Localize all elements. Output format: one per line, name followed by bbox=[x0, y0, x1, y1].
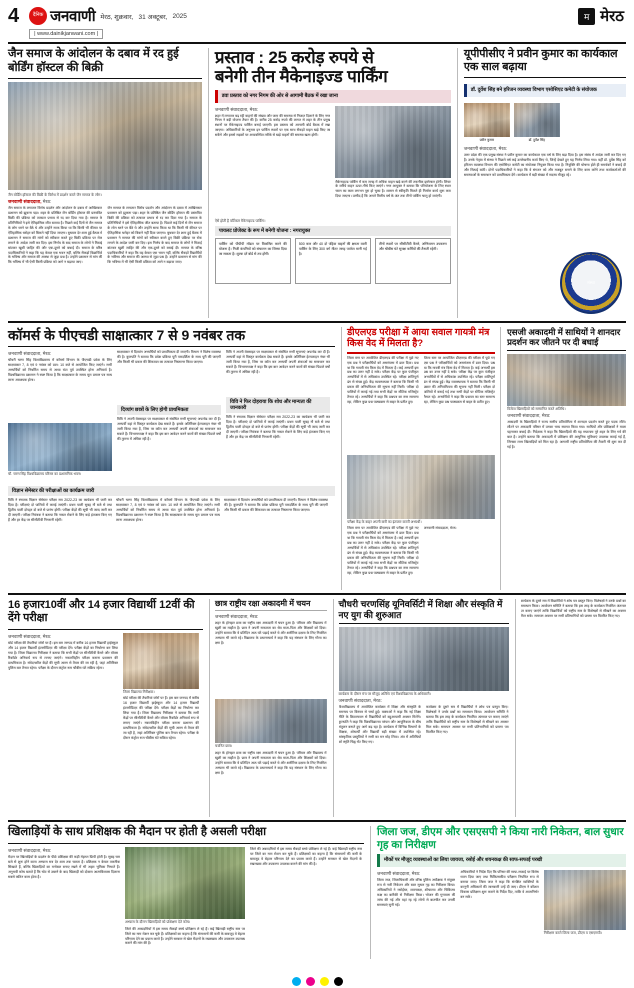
cmyk-registration-strip bbox=[0, 974, 634, 988]
section-second bbox=[8, 327, 626, 590]
note-parking-right: तीनों स्थलों पर सीसीटीवी कैमरे, अग्निशमन उपकरण और चौबीस घंटे सुरक्षा कर्मियों की तैनाती रहेगी। bbox=[375, 238, 451, 284]
article-inspection bbox=[370, 826, 626, 959]
photo-dios-officer bbox=[123, 633, 199, 689]
photo-ccsu-dais bbox=[339, 627, 509, 691]
photo-jain-protest bbox=[8, 82, 202, 190]
caption-inspection: निरीक्षण करते जिला जज, डीएम व एसएसपी। bbox=[543, 931, 602, 936]
body-ccsu-2: कार्यक्रम के दूसरे सत्र में विद्यार्थियों ने शोध पत्र प्रस्तुत किए। विशेषज्ञों ने उनके प्रश्नों का समाधान किया। आयोजन समिति ने बताया कि इस तरह के कार्यक्रम नियमित अंतराल पर कराए जाएंगे ताकि विद्यार्थियों को राष्ट्रीय स्तर के विशेषज्ञों से सीखने का अवसर मिल सके। समापन अवसर पर सभी प्रतिभागियों को प्रमाण पत्र वितरित किए गए। bbox=[426, 705, 509, 734]
photo-academy-winners bbox=[507, 354, 626, 406]
body-jain-col1: जैन समाज के लगातार विरोध प्रदर्शन और आंदोलन के दबाव में आखिरकार प्रशासन को झुकना पड़ा। शहर के प्रतिष्ठित जैन बोर्डिंग हॉस्टल की प्रस्तावित बिक्री की प्रक्रिया को तत्काल प्रभाव से रद कर दिया गया है। समाज के प्रतिनिधियों ने इसे ऐतिहासिक जीत बताया है। पिछले कई दिनों से जैन समाज के लोग धरने पर बैठे थे और उन्होंने साफ किया था कि किसी भी कीमत पर ऐतिहासिक धरोहर को बिकने नहीं दिया जाएगा। बुधवार देर शाम हुई बैठक में प्रशासन ने समाज की मांगों को स्वीकार करते हुए बिक्री प्रक्रिया पर रोक लगाने के आदेश जारी कर दिए। इस निर्णय के बाद समाज के लोगों ने मिठाई बांटकर खुशी जाहिर की और एक-दूसरे को बधाई दी। समाज के वरिष्ठ पदाधिकारियों ने कहा कि यह केवल एक भवन नहीं, बल्कि सैकड़ों विद्यार्थियों के भविष्य और समाज की आस्था से जुड़ा प्रश्न है। उन्होंने प्रशासन से मांग की कि भविष्य में भी ऐसी किसी प्रक्रिया को आगे न बढ़ाया जाए। bbox=[8, 205, 103, 265]
body-coach-1: मैदान पर खिलाड़ियों के प्रदर्शन के पीछे प्रशिक्षक की कड़ी मेहनत छिपी होती है। सुबह चार बजे से शुरू होने वाला अभ्यास सत्र देर शाम तक चलता है। प्रशिक्षक न केवल तकनीक सिखाते हैं, बल्कि खिलाड़ियों का मनोबल बनाए रखने में भी अहम भूमिका निभाते हैं। अनुभवी कोच बताते हैं कि चोट से उबरने के बाद खिलाड़ी को दोबारा आत्मविश्वास दिलाना सबसे कठिन काम होता है। bbox=[8, 854, 120, 879]
caption-coach: अभ्यास के दौरान खिलाड़ियों को प्रशिक्षण देते कोच। bbox=[125, 919, 191, 924]
profile-row-uppca bbox=[464, 103, 626, 142]
profile-praveen bbox=[464, 103, 510, 142]
headline-parking-2: बनेगी तीन मैकेनाइज्ड पार्किंग bbox=[214, 67, 388, 87]
headline-board-exam: 16 हजार10वीं और 14 हजार विद्यार्थी 12वीं की देंगे परीक्षा bbox=[8, 598, 195, 625]
caption-ccsu: कार्यक्रम के दौरान मंच पर मौजूद अतिथि एवं विश्वविद्यालय के अधिकारी। bbox=[338, 692, 431, 697]
headline-nda: छात्र राष्ट्रीय रक्षा अकादमी में चयन bbox=[215, 598, 311, 608]
body-inspection-1: जिला जज, जिलाधिकारी और वरिष्ठ पुलिस अधीक्षक ने संयुक्त रूप से नारी निकेतन और बाल सुधार गृह का निरीक्षण किया। अधिकारियों ने रसोईघर, शयनकक्ष, शौचालय और चिकित्सा कक्ष का बारीकी से निरीक्षण किया। भोजन की गुणवत्ता की जांच की गई और वहां रह रहे लोगों से बातचीत कर उनकी समस्याएं सुनी गईं। bbox=[377, 878, 456, 907]
masthead-left bbox=[8, 6, 578, 39]
byline-jain bbox=[8, 199, 202, 205]
caption-jain: जैन बोर्डिंग हॉस्टल की बिक्री के विरोध में प्रदर्शन करते जैन समाज के लोग। bbox=[8, 193, 102, 198]
body-commerce-4b: चौधरी चरण सिंह विश्वविद्यालय में कॉमर्स विभाग के पीएचडी प्रवेश के लिए साक्षात्कार 7, 8 एवं 9 नवंबर को प्रात: 10 बजे से आयोजित किए जाएंगे। सभी अभ्यर्थियों को निर्धारित समय से आधा घंटा पूर्व उपस्थित होना अनिवार्य है। विश्वविद्यालय प्रशासन ने स्पष्ट किया है कि साक्षात्कार के समय मूल प्रमाण पत्र साथ लाना आवश्यक होगा। bbox=[116, 497, 220, 522]
byline-nda: जनवाणी संवाददाता, मेरठ: bbox=[215, 614, 259, 620]
headline-jain: जैन समाज के आंदोलन के दबाव में रद हुई बोर्डिंग हॉस्टल की बिक्री bbox=[8, 48, 179, 74]
caption-nda: चयनित छात्र। bbox=[215, 744, 233, 749]
photo-parking-structure bbox=[335, 106, 451, 178]
headline-inspection: जिला जज, डीएम और एसएसपी ने किया नारी निकेतन, बाल सुधार गृह का निरीक्षण bbox=[377, 826, 624, 851]
subhead-commerce-2: दिव्यांग छात्रों के लिए होगी प्राथमिकता bbox=[117, 405, 221, 415]
website-url[interactable]: | www.dainikjanwani.com | bbox=[29, 29, 103, 39]
kicker-inspection: मौकों पर मौजूद व्यवस्थाओं का लिया जायजा, रसोई और शयनकक्ष की साफ-सफाई परखी bbox=[377, 854, 626, 867]
body-ccsu-1: विश्वविद्यालय में आयोजित कार्यक्रम में शिक्षा और संस्कृति के समन्वय पर विस्तार से चर्चा हुई। वक्ताओं ने कहा कि नई शिक्षा नीति के क्रियान्वयन से विद्यार्थियों को बहुआयामी अवसर मिलेंगे। कुलपति ने कहा कि विश्वविद्यालय परंपरा और आधुनिकता के बीच संतुलन बनाते हुए आगे बढ़ रहा है। कार्यक्रम में विभिन्न विभागों के शिक्षक, शोधार्थी और विद्यार्थी बड़ी संख्या में उपस्थित रहे। सांस्कृतिक प्रस्तुतियों ने सभी का मन मोह लिया। अंत में अतिथियों को स्मृति चिह्न भेंट किए गए। bbox=[338, 705, 421, 744]
masthead-right bbox=[578, 6, 626, 26]
byline-academy: जनवाणी संवाददाता, मेरठ: bbox=[507, 412, 551, 418]
headline-parking-1: प्रस्ताव : 25 करोड़ रुपये से bbox=[214, 48, 374, 67]
kicker-parking: डवा प्रस्ताव को नगर निगम की ओर से आगामी बैठक में रखा जाना bbox=[215, 90, 451, 103]
photo-dled-candidates bbox=[347, 455, 495, 519]
headline-dled: डीएलएड परीक्षा में आया सवाल गायत्री मंत्र किस वेद में मिलता है? bbox=[347, 326, 490, 350]
body-nda-2: शहर के होनहार छात्र का राष्ट्रीय रक्षा अकादमी में चयन हुआ है। परिवार और विद्यालय में खुशी का माहौल है। छात्र ने अपनी सफलता का श्रेय माता-पिता और शिक्षकों को दिया। उन्होंने बताया कि वे प्रतिदिन आठ घंटे पढ़ाई करते थे और शारीरिक दक्षता के लिए नियमित अभ्यास भी करते रहे। विद्यालय के प्रधानाचार्य ने कहा कि यह संस्थान के लिए गौरव का क्षण है। bbox=[215, 751, 327, 775]
body-dled-4: जनवाणी संवाददाता, मेरठ: bbox=[423, 526, 457, 531]
article-ccsu-sidebar bbox=[515, 599, 626, 817]
caption-academy: विजेता खिलाड़ियों को सम्मानित करते अतिथि। bbox=[507, 407, 566, 412]
subhead-parking: पायलट प्रोजेक्ट के रूप में बनेगी योजना : नगरायुक्त bbox=[215, 226, 451, 236]
headline-uppca: यूपीपीसीए ने प्रवीन कुमार का कार्यकाल एक साल बढ़ाया bbox=[463, 48, 618, 74]
article-ccsu-culture bbox=[333, 599, 509, 817]
body-dled-3: जिला स्तर पर आयोजित डीएलएड की परीक्षा में पूछे गए एक प्रश्न ने परीक्षार्थियों को असमंजस में डाल दिया। प्रश्न था कि गायत्री मंत्र किस वेद में मिलता है। कई अभ्यर्थी इस प्रश्न का उत्तर नहीं दे सके। परीक्षा केंद्र पर कुल पंजीकृत अभ्यर्थियों में से अधिकांश उपस्थित रहे। परीक्षा शांतिपूर्ण ढंग से संपन्न हुई। केंद्र व्यवस्थापक ने बताया कि किसी भी प्रकार की अनियमितता की सूचना नहीं मिली। परीक्षा दो पालियों में कराई गई तथा सभी केंद्रों पर स्टैटिक मजिस्ट्रेट तैनात रहे। अभ्यर्थियों ने कहा कि प्रश्नपत्र का स्तर सामान्य रहा, लेकिन कुछ प्रश्न पाठ्यक्रम से बाहर के प्रतीत हुए। bbox=[347, 526, 419, 575]
caption-commerce: चौ. चरण सिंह विश्वविद्यालय परिसर का प्रशासनिक भवन। bbox=[8, 471, 82, 476]
cmyk-dot-yellow bbox=[320, 977, 329, 986]
photo-durvesh-singh bbox=[514, 103, 560, 137]
section-bottom bbox=[8, 826, 626, 959]
body-board-exam-2: बोर्ड परीक्षा की तैयारियां जोरों पर हैं। इस बार जनपद में करीब 16 हजार विद्यार्थी हाईस्कूल और 14 हजार विद्यार्थी इंटरमीडिएट की परीक्षा देंगे। परीक्षा केंद्रों का निर्धारण कर लिया गया है। जिला विद्यालय निरीक्षक ने बताया कि सभी केंद्रों पर सीसीटीवी कैमरे और वॉयस रिकॉर्डर अनिवार्य रूप से लगाए जाएंगे। नकलविहीन परीक्षा कराना प्रशासन की प्राथमिकता है। संवेदनशील केंद्रों की सूची अलग से तैयार की जा रही है, जहां अतिरिक्त पुलिस बल तैनात रहेगा। परीक्षा के दौरान कंट्रोल रूम चौबीस घंटे सक्रिय रहेगा। bbox=[123, 696, 199, 741]
body-dled-2: जिला स्तर पर आयोजित डीएलएड की परीक्षा में पूछे गए एक प्रश्न ने परीक्षार्थियों को असमंजस में डाल दिया। प्रश्न था कि गायत्री मंत्र किस वेद में मिलता है। कई अभ्यर्थी इस प्रश्न का उत्तर नहीं दे सके। परीक्षा केंद्र पर कुल पंजीकृत अभ्यर्थियों में से अधिकांश उपस्थित रहे। परीक्षा शांतिपूर्ण ढंग से संपन्न हुई। केंद्र व्यवस्थापक ने बताया कि किसी भी प्रकार की अनियमितता की सूचना नहीं मिली। परीक्षा दो पालियों में कराई गई तथा सभी केंद्रों पर स्टैटिक मजिस्ट्रेट तैनात रहे। अभ्यर्थियों ने कहा कि प्रश्नपत्र का स्तर सामान्य रहा, लेकिन कुछ प्रश्न पाठ्यक्रम से बाहर के प्रतीत हुए। bbox=[423, 355, 496, 405]
section-third bbox=[8, 599, 626, 817]
masthead bbox=[8, 6, 626, 44]
organisation-emblem-icon bbox=[560, 252, 622, 314]
body-commerce-2b: विवि ने अपनी वेबसाइट पर साक्षात्कार से संबंधित सभी सूचनाएं अपलोड कर दी हैं। अभ्यर्थी वहां से विस्तृत कार्यक्रम देख सकते हैं। इसके अतिरिक्त हेल्पलाइन नंबर भी जारी किया गया है, जिस पर कॉल कर अभ्यर्थी अपनी शंकाओं का समाधान कर सकते हैं। विभागाध्यक्ष ने कहा कि इस बार आवेदन करने वालों की संख्या पिछले वर्षों की तुलना में अधिक रही है। bbox=[117, 416, 221, 441]
article-academy-felicitation bbox=[507, 327, 626, 590]
byline-commerce: जनवाणी संवाददाता, मेरठ: bbox=[8, 350, 52, 356]
byline-ccsu: जनवाणी संवाददाता, मेरठ: bbox=[338, 698, 382, 704]
headline-coach: खिलाड़ियों के साथ प्रशिक्षक की मैदान पर होती है असली परीक्षा bbox=[8, 826, 267, 839]
body-commerce-3b: विवि ने स्नातक विज्ञान सेमेस्टर परीक्षा सत्र 2022-23 का कार्यक्रम भी जारी कर दिया है। परीक्षाएं दो पालियों में कराई जाएंगी। प्रथम पाली सुबह नौ बजे से तथा द्वितीय पाली दोपहर दो बजे से प्रारंभ होगी। परीक्षा केंद्रों की सूची भी जल्द जारी कर दी जाएगी। परीक्षा नियंत्रक ने बताया कि नकल रोकने के लिए कड़े इंतजाम किए गए हैं और हर केंद्र पर सीसीटीवी निगरानी रहेगी। bbox=[226, 414, 330, 439]
article-coach bbox=[8, 826, 364, 959]
edition-line: मेरठ, शुक्रवार, bbox=[100, 13, 134, 21]
photo-nda-student bbox=[215, 699, 326, 743]
photo-praveen-kumar bbox=[464, 103, 510, 137]
city-mark-icon: म bbox=[578, 8, 595, 25]
body-dled-1: जिला स्तर पर आयोजित डीएलएड की परीक्षा में पूछे गए एक प्रश्न ने परीक्षार्थियों को असमंजस में डाल दिया। प्रश्न था कि गायत्री मंत्र किस वेद में मिलता है। कई अभ्यर्थी इस प्रश्न का उत्तर नहीं दे सके। परीक्षा केंद्र पर कुल पंजीकृत अभ्यर्थियों में से अधिकांश उपस्थित रहे। परीक्षा शांतिपूर्ण ढंग से संपन्न हुई। केंद्र व्यवस्थापक ने बताया कि किसी भी प्रकार की अनियमितता की सूचना नहीं मिली। परीक्षा दो पालियों में कराई गई तथा सभी केंद्रों पर स्टैटिक मजिस्ट्रेट तैनात रहे। अभ्यर्थियों ने कहा कि प्रश्नपत्र का स्तर सामान्य रहा, लेकिन कुछ प्रश्न पाठ्यक्रम से बाहर के प्रतीत हुए। bbox=[347, 355, 419, 405]
body-parking-right: मैकेनाइज्ड पार्किंग में कम जगह में अधिक वाहन खड़े करने की तकनीक इस्तेमाल होगी। लिफ्ट के जरिये वाहन ऊपर-नीचे किए जाएंगे। नगर आयुक्त ने बताया कि परियोजना के लिए स्थल चयन का काम लगभग पूरा हो चुका है। शासन से स्वीकृति मिलते ही निर्माण कार्य शुरू करा दिया जाएगा। उम्मीद है कि अगले वित्तीय वर्ष के अंत तक तीनों पार्किंग चालू हो जाएंगी। bbox=[335, 179, 451, 199]
photo-ccsu-building bbox=[8, 423, 112, 471]
masthead-logo bbox=[29, 6, 187, 39]
body-uppca: उत्तर प्रदेश की एक प्रमुख संस्था ने प्रवीन कुमार का कार्यकाल एक वर्ष के लिए बढ़ा दिया है। इस संबंध में आदेश जारी कर दिए गए हैं। उनके नेतृत्व में संस्था ने पिछले वर्ष कई उल्लेखनीय कार्य किए थे, जिन्हें देखते हुए यह निर्णय लिया गया। वहीं डॉ. दुर्वेश सिंह को हरिजन व्यवस्था विभाग की एसोसिएट कमेटी का संयोजक नियुक्त किया गया है। नियुक्ति की घोषणा होते ही समर्थकों ने बधाई दी और मिठाई बांटी। दोनों पदाधिकारियों ने कहा कि वे संगठन को और मजबूत बनाने के लिए काम करेंगे तथा कार्यकर्ताओं की समस्याओं के समाधान को प्राथमिकता देंगे। कार्यक्रम में बड़ी संख्या में सदस्य मौजूद रहे। bbox=[463, 153, 626, 178]
headline-ccsu: चौधरी चरणसिंह यूनिवर्सिटी में शिक्षा और संस्कृति में नए युग की शुरुआत bbox=[338, 598, 503, 620]
subhead-uppca: डॉ. दुर्वेश सिंह बने हरिजन व्यवस्था विभाग एसोसिएट कमेटी के संयोजक bbox=[464, 84, 626, 97]
body-board-exam-1: बोर्ड परीक्षा की तैयारियां जोरों पर हैं। इस बार जनपद में करीब 16 हजार विद्यार्थी हाईस्कूल और 14 हजार विद्यार्थी इंटरमीडिएट की परीक्षा देंगे। परीक्षा केंद्रों का निर्धारण कर लिया गया है। जिला विद्यालय निरीक्षक ने बताया कि सभी केंद्रों पर सीसीटीवी कैमरे और वॉयस रिकॉर्डर अनिवार्य रूप से लगाए जाएंगे। नकलविहीन परीक्षा कराना प्रशासन की प्राथमिकता है। संवेदनशील केंद्रों की सूची अलग से तैयार की जा रही है, जहां अतिरिक्त पुलिस बल तैनात रहेगा। परीक्षा के दौरान कंट्रोल रूम चौबीस घंटे सक्रिय रहेगा। bbox=[8, 640, 118, 670]
photo-coach-training bbox=[125, 847, 245, 919]
article-jain-hostel bbox=[8, 48, 202, 318]
body-commerce-3a: विवि ने अपनी वेबसाइट पर साक्षात्कार से संबंधित सभी सूचनाएं अपलोड कर दी हैं। अभ्यर्थी वहां से विस्तृत कार्यक्रम देख सकते हैं। इसके अतिरिक्त हेल्पलाइन नंबर भी जारी किया गया है, जिस पर कॉल कर अभ्यर्थी अपनी शंकाओं का समाधान कर सकते हैं। विभागाध्यक्ष ने कहा कि इस बार आवेदन करने वालों की संख्या पिछले वर्षों की तुलना में अधिक रही है। bbox=[226, 349, 330, 374]
body-commerce-2a: साक्षात्कार में दिव्यांग अभ्यर्थियों को प्राथमिकता दी जाएगी। विभाग ने विशेष व्यवस्था की है। कुलपति ने बताया कि प्रवेश प्रक्रिया पूरी पारदर्शिता के साथ पूरी की जाएगी और किसी भी प्रकार की शिकायत का तत्काल निस्तारण किया जाएगा। bbox=[117, 349, 221, 364]
article-parking bbox=[208, 48, 458, 318]
section-top bbox=[8, 48, 626, 318]
note-parking-mid: 500 कार और 40 दो पहिया वाहनों की क्षमता वाली पार्किंग के लिए 300 वर्ग मीटर जगह पर्याप्त मानी गई है। bbox=[295, 238, 371, 284]
profile-name-1: प्रवीन कुमार bbox=[479, 138, 495, 143]
article-nda-selection bbox=[209, 599, 326, 817]
paper-name: जनवाणी bbox=[50, 8, 96, 25]
cmyk-dot-black bbox=[334, 977, 343, 986]
article-commerce-phd bbox=[8, 327, 335, 590]
photo-inspection-officials bbox=[544, 870, 626, 930]
byline-board-exam: जनवाणी संवाददाता, मेरठ: bbox=[8, 633, 52, 639]
cmyk-dot-cyan bbox=[292, 977, 301, 986]
edition-year: 2025 bbox=[172, 12, 187, 20]
note-parking-left: पार्किंग को पीपीपी मॉडल पर विकसित करने की योजना है। निजी कंपनियों को संचालन का जिम्मा दिया जा सकता है। शुल्क दरें बोर्ड से तय होंगी। bbox=[215, 238, 291, 284]
subhead-commerce-3: विवि ने फिर दोहराया कि शोध और मान्यता की जानकारी bbox=[226, 397, 330, 413]
byline-uppca: जनवाणी संवाददाता, मेरठ: bbox=[463, 146, 508, 152]
profile-durvesh bbox=[514, 103, 560, 142]
caption-board-exam: जिला विद्यालय निरीक्षक। bbox=[123, 689, 155, 694]
headline-academy: एसजी अकादमी में साथियों ने शानदार प्रदर्शन कर जीतने पर दी बधाई bbox=[507, 326, 621, 347]
body-coach-2: जिले की अकादमियों में इस समय सैकड़ों बच्चे प्रशिक्षण ले रहे हैं। कई खिलाड़ी राष्ट्रीय स्तर पर जिले का नाम रोशन कर चुके हैं। प्रशिक्षकों का कहना है कि संसाधनों की कमी के बावजूद वे बेहतर परिणाम देने का प्रयास करते हैं। उन्होंने सरकार से खेल मैदानों के रखरखाव और उपकरण उपलब्ध कराने की मांग की है। bbox=[125, 926, 245, 946]
body-commerce-4c: साक्षात्कार में दिव्यांग अभ्यर्थियों को प्राथमिकता दी जाएगी। विभाग ने विशेष व्यवस्था की है। कुलपति ने बताया कि प्रवेश प्रक्रिया पूरी पारदर्शिता के साथ पूरी की जाएगी और किसी भी प्रकार की शिकायत का तत्काल निस्तारण किया जाएगा। bbox=[224, 497, 328, 512]
page-number: 4 bbox=[8, 5, 20, 27]
body-ccsu-side: कार्यक्रम के दूसरे सत्र में विद्यार्थियों ने शोध पत्र प्रस्तुत किए। विशेषज्ञों ने उनके प्रश्नों का समाधान किया। आयोजन समिति ने बताया कि इस तरह के कार्यक्रम नियमित अंतराल पर कराए जाएंगे ताकि विद्यार्थियों को राष्ट्रीय स्तर के विशेषज्ञों से सीखने का अवसर मिल सके। समापन अवसर पर सभी प्रतिभागियों को प्रमाण पत्र वितरित किए गए। bbox=[520, 598, 626, 618]
cmyk-dot-magenta bbox=[306, 977, 315, 986]
caption-dled: परीक्षा केंद्र के बाहर अपनी बारी का इंतजार करतीं अभ्यर्थी। bbox=[347, 519, 422, 524]
body-parking-left: शहर में लगातार बढ़ रही वाहनों की संख्या और जाम की समस्या से निजात दिलाने के लिए नगर निगम ने बड़ी योजना तैयार की है। करीब 25 करोड़ रुपये की लागत से शहर के तीन प्रमुख स्थानों पर मैकेनाइज्ड पार्किंग बनाई जाएगी। इस प्रस्ताव को आगामी बोर्ड बैठक में रखा जाएगा। अधिकारियों के अनुसार इन पार्किंग स्थलों पर एक साथ सैकड़ों वाहन खड़े किए जा सकेंगे और इससे सड़कों पर अव्यवस्थित तरीके से खड़े वाहनों की समस्या खत्म होगी। bbox=[214, 113, 331, 138]
byline-label: जनवाणी संवाददाता, bbox=[8, 198, 42, 204]
body-jain-col2: जैन समाज के लगातार विरोध प्रदर्शन और आंदोलन के दबाव में आखिरकार प्रशासन को झुकना पड़ा। शहर के प्रतिष्ठित जैन बोर्डिंग हॉस्टल की प्रस्तावित बिक्री की प्रक्रिया को तत्काल प्रभाव से रद कर दिया गया है। समाज के प्रतिनिधियों ने इसे ऐतिहासिक जीत बताया है। पिछले कई दिनों से जैन समाज के लोग धरने पर बैठे थे और उन्होंने साफ किया था कि किसी भी कीमत पर ऐतिहासिक धरोहर को बिकने नहीं दिया जाएगा। बुधवार देर शाम हुई बैठक में प्रशासन ने समाज की मांगों को स्वीकार करते हुए बिक्री प्रक्रिया पर रोक लगाने के आदेश जारी कर दिए। इस निर्णय के बाद समाज के लोगों ने मिठाई बांटकर खुशी जाहिर की और एक-दूसरे को बधाई दी। समाज के वरिष्ठ पदाधिकारियों ने कहा कि यह केवल एक भवन नहीं, बल्कि सैकड़ों विद्यार्थियों के भविष्य और समाज की आस्था से जुड़ा प्रश्न है। उन्होंने प्रशासन से मांग की कि भविष्य में भी ऐसी किसी प्रक्रिया को आगे न बढ़ाया जाए। bbox=[107, 205, 202, 265]
headline-commerce: कॉमर्स के पीएचडी साक्षात्कार 7 से 9 नवंबर तक bbox=[8, 326, 246, 343]
subhead-commerce-4: विज्ञान सेमेस्टर की परीक्षाओं का कार्यक्रम जारी bbox=[8, 486, 335, 496]
article-dled-exam bbox=[341, 327, 501, 590]
paper-badge-icon: दैनिक bbox=[29, 7, 47, 25]
byline-parking: जनवाणी संवाददाता, मेरठ: bbox=[214, 106, 259, 112]
edition-date: 31 अक्टूबर, bbox=[138, 13, 168, 21]
emblem-label: संस्था bbox=[587, 279, 595, 285]
body-inspection-2: अधिकारियों ने निर्देश दिए कि परिसर की साफ-सफाई पर विशेष ध्यान दिया जाए तथा चिकित्सकीय परीक्षण नियमित रूप से कराया जाए। जिला जज ने कहा कि संरक्षित व्यक्तियों के कानूनी अधिकारों की जानकारी उन्हें दी जाए। डीएम ने कौशल विकास प्रशिक्षण शुरू कराने के निर्देश दिए, ताकि वे आत्मनिर्भर बन सकें। bbox=[460, 870, 539, 899]
article-board-exam bbox=[8, 599, 203, 817]
body-commerce-4a: विवि ने स्नातक विज्ञान सेमेस्टर परीक्षा सत्र 2022-23 का कार्यक्रम भी जारी कर दिया है। परीक्षाएं दो पालियों में कराई जाएंगी। प्रथम पाली सुबह नौ बजे से तथा द्वितीय पाली दोपहर दो बजे से प्रारंभ होगी। परीक्षा केंद्रों की सूची भी जल्द जारी कर दी जाएगी। परीक्षा नियंत्रक ने बताया कि नकल रोकने के लिए कड़े इंतजाम किए गए हैं और हर केंद्र पर सीसीटीवी निगरानी रहेगी। bbox=[8, 497, 112, 522]
city-name: मेरठ bbox=[600, 8, 624, 25]
byline-inspection: जनवाणी संवाददाता, मेरठ: bbox=[377, 871, 421, 877]
body-commerce-1: चौधरी चरण सिंह विश्वविद्यालय में कॉमर्स विभाग के पीएचडी प्रवेश के लिए साक्षात्कार 7, 8 एवं 9 नवंबर को प्रात: 10 बजे से आयोजित किए जाएंगे। सभी अभ्यर्थियों को निर्धारित समय से आधा घंटा पूर्व उपस्थित होना अनिवार्य है। विश्वविद्यालय प्रशासन ने स्पष्ट किया है कि साक्षात्कार के समय मूल प्रमाण पत्र साथ लाना आवश्यक होगा। bbox=[8, 357, 112, 382]
body-academy: अकादमी के खिलाड़ियों ने राज्य स्तरीय प्रतियोगिता में शानदार प्रदर्शन करते हुए पदक जीते। लौटने पर अकादमी परिसर में उनका भव्य स्वागत किया गया। साथियों और प्रशिक्षकों ने माला पहनाकर बधाई दी। निदेशक ने कहा कि खिलाड़ियों की यह सफलता पूरे शहर के लिए गर्व की बात है। उन्होंने बताया कि अकादमी में प्रशिक्षण की आधुनिक सुविधाएं उपलब्ध कराई गई हैं, जिनका लाभ खिलाड़ियों को मिल रहा है। आगामी राष्ट्रीय प्रतियोगिता की तैयारी भी शुरू कर दी गई है। bbox=[507, 419, 626, 449]
byline-place: मेरठ: bbox=[41, 198, 52, 204]
body-nda-1: शहर के होनहार छात्र का राष्ट्रीय रक्षा अकादमी में चयन हुआ है। परिवार और विद्यालय में खुशी का माहौल है। छात्र ने अपनी सफलता का श्रेय माता-पिता और शिक्षकों को दिया। उन्होंने बताया कि वे प्रतिदिन आठ घंटे पढ़ाई करते थे और शारीरिक दक्षता के लिए नियमित अभ्यास भी करते रहे। विद्यालय के प्रधानाचार्य ने कहा कि यह संस्थान के लिए गौरव का क्षण है। bbox=[215, 621, 327, 646]
article-uppca bbox=[464, 48, 626, 318]
profile-name-2: डॉ. दुर्वेश सिंह bbox=[528, 138, 546, 143]
body-coach-3: जिले की अकादमियों में इस समय सैकड़ों बच्चे प्रशिक्षण ले रहे हैं। कई खिलाड़ी राष्ट्रीय स्तर पर जिले का नाम रोशन कर चुके हैं। प्रशिक्षकों का कहना है कि संसाधनों की कमी के बावजूद वे बेहतर परिणाम देने का प्रयास करते हैं। उन्होंने सरकार से खेल मैदानों के रखरखाव और उपकरण उपलब्ध कराने की मांग की है। bbox=[250, 846, 362, 866]
caption-parking: ऐसे होती है वर्टिकल मैकेनाइज्ड पार्किंग। bbox=[214, 218, 266, 223]
byline-coach: जनवाणी संवाददाता, मेरठ: bbox=[8, 847, 52, 853]
